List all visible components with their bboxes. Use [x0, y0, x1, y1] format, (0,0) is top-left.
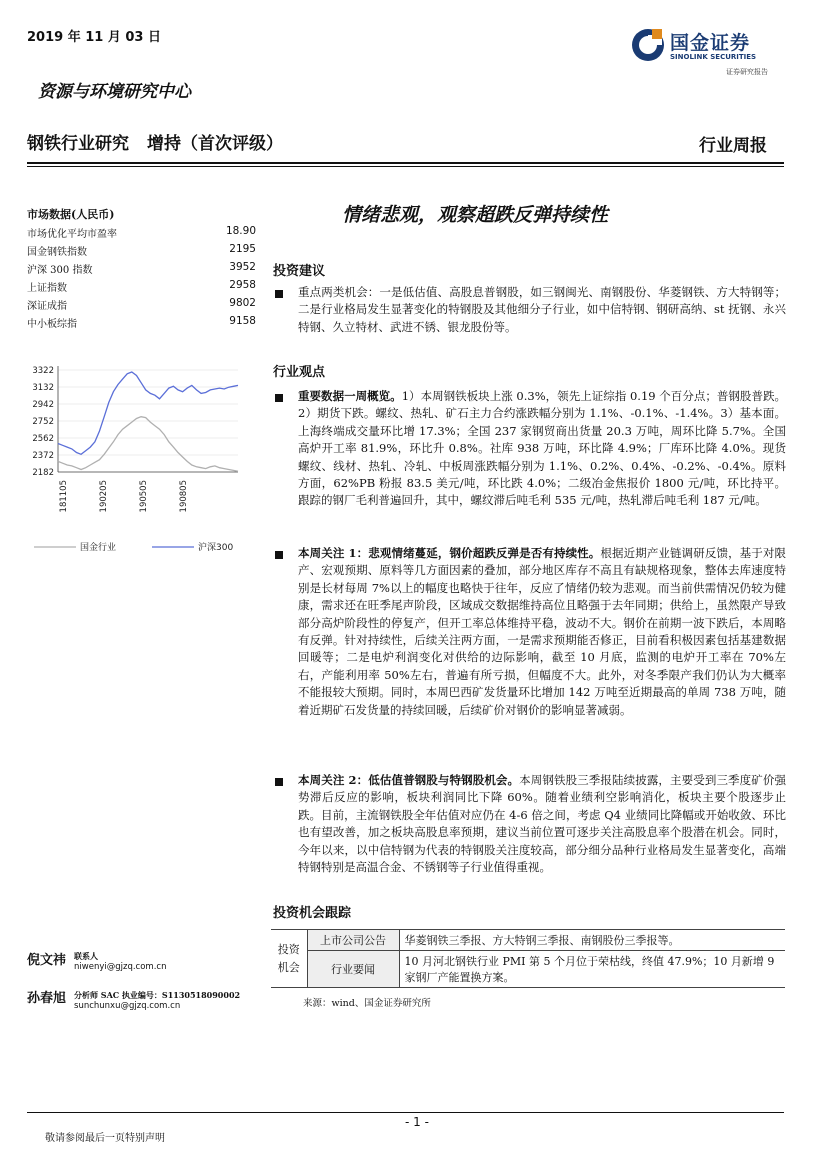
market-data-title: 市场数据(人民币): [27, 208, 115, 221]
y-tick-label: 2372: [32, 451, 54, 461]
header-divider: [27, 162, 784, 164]
author-role: 分析师 SAC 执业编号：S1130518090002: [74, 990, 241, 1000]
industry-label: 钢铁行业研究: [27, 134, 129, 154]
opportunity-table: [271, 929, 785, 988]
y-tick-label: 2182: [32, 468, 54, 478]
table-source: 来源：wind、国金证券研究所: [303, 998, 431, 1009]
author-email[interactable]: niwenyi@gjzq.com.cn: [74, 962, 167, 972]
market-row: 深证成指 9802: [27, 297, 256, 312]
focus-one-paragraph: 本周关注 1：悲观情绪蔓延，钢价超跌反弹是否有持续性。根据近期产业链调研反馈，基于对限产、宏观预期、原料等几方面因素的叠加，部分地区库存不高且有缺规格现象，整体去库速度特别是长材每周 7%以上的幅度也略快于往年，反应了情绪仍较为悲观。而当前供需情况仍较为健康，需求还在旺季尾声阶段，区域成交数据维持高位且略强于去年同期；供给上，虽然限产导致部分高炉阶段性的停复产，但开工率总体维持平稳，波动不大。钢价在前期一波下跌后，本周略有反弹。针对持续性，后续关注两方面，一是需求预期能否修正，目前看积极因素包括基建数据回暖等；二是电炉利润变化对供给的边际影响，截至 10 月底，监测的电炉开工率在 70%左右，产能利用率 50%左右，普遍有所亏损，但幅度不大。此外，对冬季限产我们仍认为大概率不能报较大预期。同时，本周巴西矿发货量环比增加 142 万吨至近期最高的单周 738 万吨，随着近期矿石发货量的持续回暖，后续矿价对钢价的影响显著减弱。: [298, 546, 786, 717]
opportunity-tracking-heading: 投资机会跟踪: [273, 906, 352, 921]
legend-label: 国金行业: [80, 543, 117, 553]
paragraph-lead: 重要数据一周概览。: [298, 389, 402, 403]
industry-view-heading: 行业观点: [273, 365, 326, 380]
market-row: 上证指数 2958: [27, 279, 256, 294]
x-tick-label: 190805: [179, 480, 189, 513]
disclaimer-note: 敬请参阅最后一页特别声明: [45, 1133, 165, 1144]
company-logo: [630, 27, 800, 82]
table-category: 上市公司公告: [307, 930, 399, 951]
y-tick-label: 3132: [32, 383, 54, 393]
table-content: 10 月河北钢铁行业 PMI 第 5 个月位于荣枯线，终值 47.9%；10 月新增 9 家钢厂产能置换方案。: [399, 951, 785, 988]
industry-rating-line: [27, 129, 283, 154]
table-row: [271, 930, 785, 951]
table-category: 行业要闻: [307, 951, 399, 988]
legend-label: 沪深300: [198, 543, 234, 553]
y-tick-label: 3322: [32, 366, 54, 376]
footer-divider: [27, 1112, 784, 1113]
author-email[interactable]: sunchunxu@gjzq.com.cn: [74, 1001, 181, 1011]
focus-two-paragraph: 本周关注 2：低估值普钢股与特钢股机会。本周钢铁股三季报陆续披露，主要受到三季度矿价强势滞后反应的影响，板块利润同比下降 60%。随着业绩利空影响消化，板块主要个股逐步止跌。目前，主流钢铁股全年估值对应仍在 4-6 倍之间，考虑 Q4 业绩同比降幅或开始收敛、环比也有望改善，加之板块高股息率预期，建议当前位置可逐步关注高股息率个股潜在机会。同时，今年以来，以中信特钢为代表的特钢股关注度较高，部分细分品种行业格局发生显著变化，高端特钢特别是高温合金、不锈钢等子行业值得重视。: [298, 773, 786, 875]
y-tick-label: 2562: [32, 434, 54, 444]
series-line: [58, 417, 238, 472]
author-name: 孙春旭: [27, 991, 67, 1006]
author-name: 倪文祎: [27, 953, 67, 968]
market-row: 沪深 300 指数 3952: [27, 261, 256, 276]
logo-english: SINOLINK SECURITIES: [670, 53, 757, 61]
research-center: 资源与环境研究中心: [38, 82, 191, 102]
report-type: 行业周报: [699, 136, 767, 156]
market-row: 中小板综指 9158: [27, 315, 256, 330]
author-role: 联系人: [74, 951, 99, 961]
market-row: 市场优化平均市盈率 18.90: [27, 225, 256, 240]
bullet-icon: [275, 551, 283, 559]
rating-label: 增持（首次评级）: [147, 134, 283, 154]
x-tick-label: 181105: [59, 480, 69, 513]
x-tick-label: 190205: [99, 480, 109, 513]
report-title: 情绪悲观，观察超跌反弹持续性: [342, 204, 609, 226]
logo-subtitle: 证券研究报告: [726, 68, 768, 76]
report-date: 2019 年 11 月 03 日: [27, 30, 161, 45]
index-line-chart: [20, 360, 270, 580]
paragraph-lead: 本周关注 2：低估值普钢股与特钢股机会。: [298, 773, 520, 787]
header-divider-thin: [27, 166, 784, 167]
logo-name: 国金证券: [670, 32, 751, 54]
series-line: [58, 372, 238, 454]
market-row: 国金钢铁指数 2195: [27, 243, 256, 258]
table-group-label: 投资机会: [271, 930, 307, 988]
y-tick-label: 2752: [32, 417, 54, 427]
investment-advice-heading: 投资建议: [273, 264, 326, 279]
paragraph-lead: 本周关注 1：悲观情绪蔓延，钢价超跌反弹是否有持续性。: [298, 546, 601, 560]
author-block-2: [27, 987, 240, 1011]
investment-advice-text: 重点两类机会：一是低估值、高股息普钢股，如三钢闽光、南钢股份、华菱钢铁、方大特钢等；二是行业格局发生显著变化的特钢股及其他细分子行业，如中信特钢、钢研高纳、st 抚钢、永兴特钢、久立特材、武进不锈、银龙股份等。: [298, 285, 786, 334]
x-tick-label: 190505: [139, 480, 149, 513]
bullet-icon: [275, 778, 283, 786]
author-block-1: [27, 949, 166, 972]
bullet-icon: [275, 290, 283, 298]
y-tick-label: 2942: [32, 400, 54, 410]
weekly-data-paragraph: 重要数据一周概览。1）本周钢铁板块上涨 0.3%，领先上证综指 0.19 个百分点；普钢股普跌。2）期货下跌。螺纹、热轧、矿石主力合约涨跌幅分别为 1.1%、-0.1%、-1.4%。3）基本面。上海终端成交量环比增 17.3%；全国 237 家钢贸商出货量 20.3 万吨，周环比降 5.7%。全国高炉开工率 81.9%，环比升 0.8%。社库 938 万吨，环比降 4.9%；厂库环比降 4.0%。现货螺纹、线材、热轧、冷轧、中板周涨跌幅分别为 1.1%、0.2%、0.4%、-0.2%、-0.4%。原料方面，62%PB 粉报 83.5 美元/吨，环比跌 4.0%；二级冶金焦报价 1800 元/吨，环比持平。跟踪的钢厂毛利普遍回升，其中，螺纹滞后吨毛利 535 元/吨，热轧滞后吨毛利 187 元/吨。: [298, 389, 786, 508]
logo-mark-icon: [630, 27, 666, 63]
table-row: [271, 951, 785, 988]
table-content: 华菱钢铁三季报、方大特钢三季报、南钢股份三季报等。: [399, 930, 785, 951]
page-number: - 1 -: [405, 1115, 429, 1129]
bullet-icon: [275, 394, 283, 402]
